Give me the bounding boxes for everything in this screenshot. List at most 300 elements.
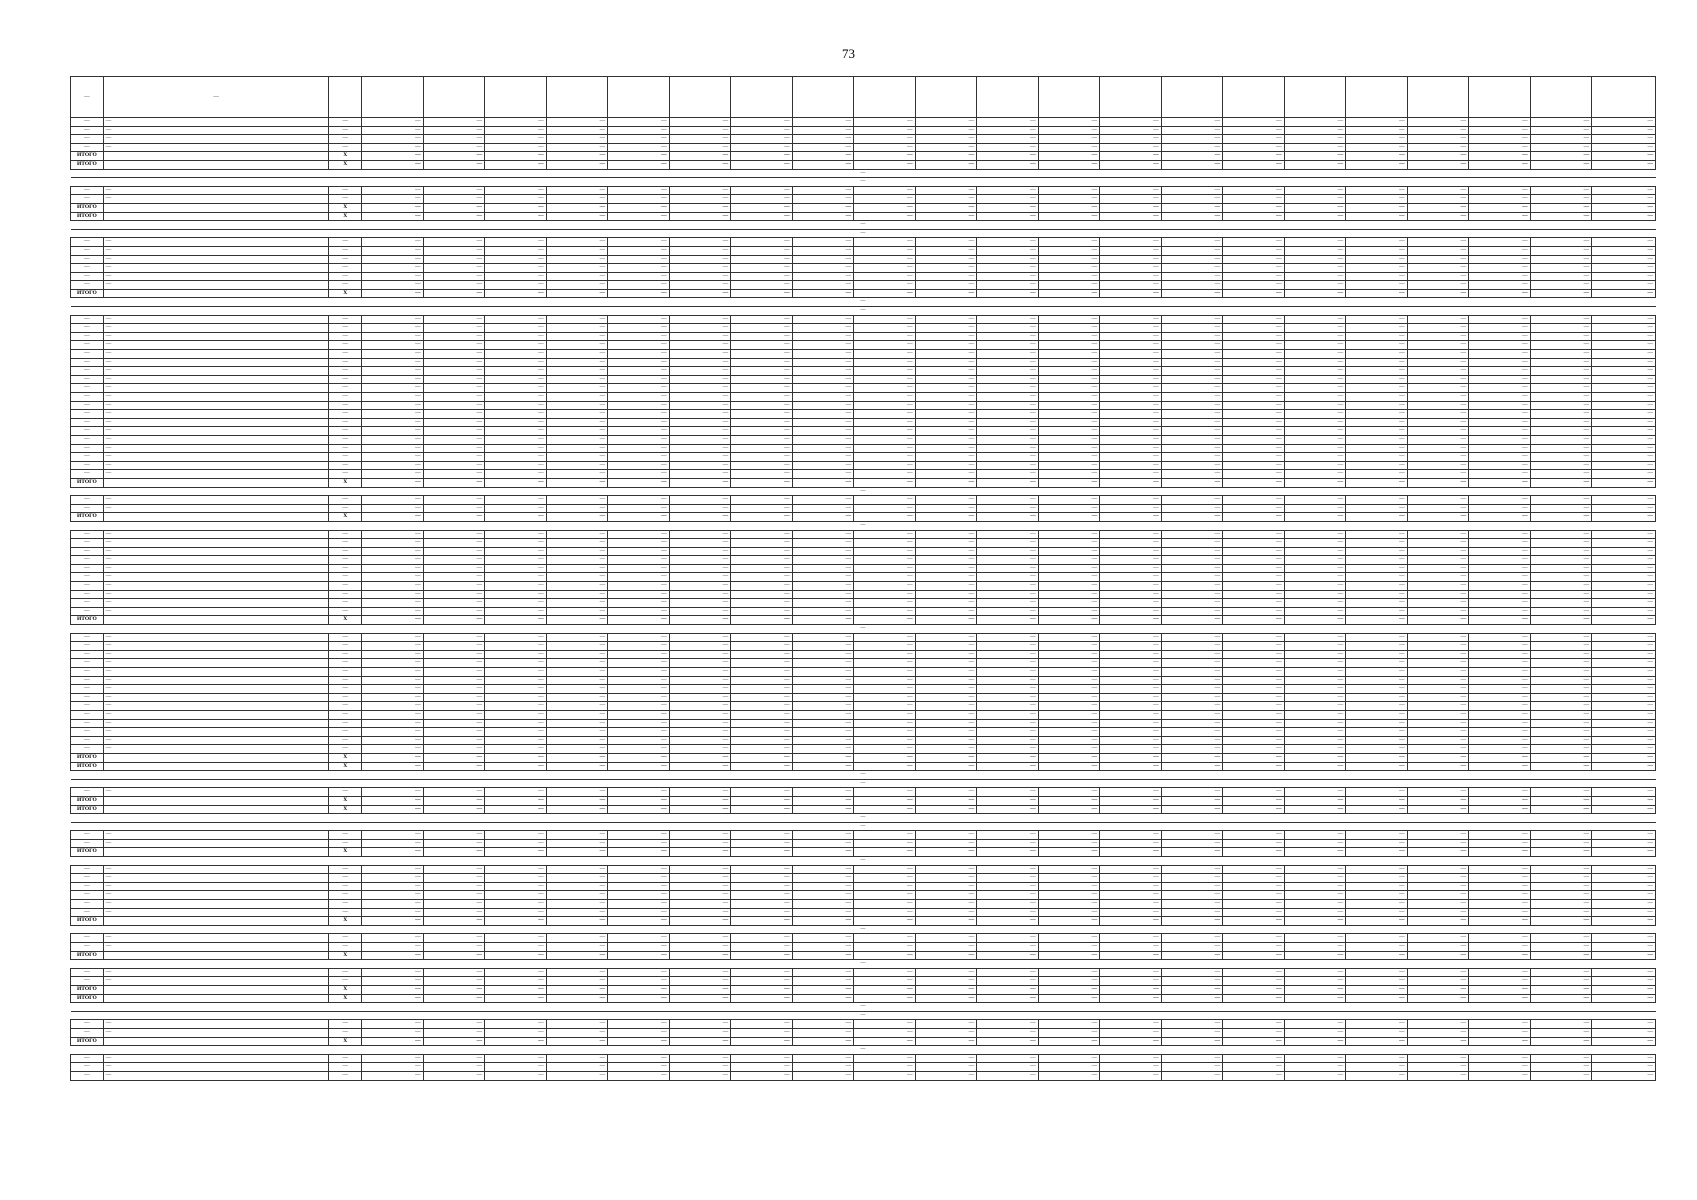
value-cell: —	[1284, 762, 1346, 771]
value-cell: —	[1284, 281, 1346, 290]
value-cell: —	[608, 788, 670, 797]
value-cell: —	[1161, 264, 1223, 273]
value-cell: —	[1100, 143, 1162, 152]
value-cell: —	[362, 736, 424, 745]
value-cell: —	[1284, 685, 1346, 694]
value-cell: —	[1592, 728, 1656, 737]
value-cell: —	[1346, 556, 1408, 565]
total-row	[71, 160, 1656, 169]
value-cell: —	[362, 118, 424, 127]
value-cell: —	[362, 943, 424, 952]
value-cell: —	[1284, 1028, 1346, 1037]
value-cell: —	[1592, 753, 1656, 762]
value-cell: —	[423, 650, 485, 659]
value-cell: —	[669, 195, 731, 204]
value-cell: —	[608, 590, 670, 599]
total-row	[71, 289, 1656, 298]
column-header	[329, 77, 362, 118]
value-cell: —	[669, 848, 731, 857]
value-cell: —	[792, 1037, 854, 1046]
value-cell: —	[1530, 805, 1592, 814]
value-cell: —	[731, 633, 793, 642]
value-cell: —	[792, 762, 854, 771]
value-cell: —	[1407, 1037, 1469, 1046]
value-cell: —	[329, 865, 362, 874]
value-cell: —	[608, 504, 670, 513]
value-cell: —	[329, 530, 362, 539]
column-header: —	[71, 77, 104, 118]
value-cell: —	[1530, 212, 1592, 221]
row-number-cell: ИТОГО	[71, 212, 104, 221]
value-cell: —	[1469, 564, 1531, 573]
address-cell: —	[103, 272, 329, 281]
value-cell: —	[1223, 367, 1285, 376]
table-row	[71, 556, 1656, 565]
value-cell: —	[1346, 865, 1408, 874]
value-cell: —	[1223, 246, 1285, 255]
table-row	[71, 573, 1656, 582]
row-number-cell: —	[71, 745, 104, 754]
value-cell: —	[423, 444, 485, 453]
value-cell: —	[1038, 977, 1100, 986]
value-cell: —	[1161, 418, 1223, 427]
value-cell: —	[1469, 685, 1531, 694]
value-cell: —	[792, 839, 854, 848]
value-cell: —	[669, 281, 731, 290]
value-cell: —	[1100, 418, 1162, 427]
value-cell: —	[1038, 650, 1100, 659]
value-cell: —	[915, 186, 977, 195]
value-cell: —	[731, 951, 793, 960]
value-cell: —	[329, 1020, 362, 1029]
value-cell: —	[1469, 736, 1531, 745]
value-cell: —	[546, 126, 608, 135]
value-cell: —	[1346, 1063, 1408, 1072]
value-cell: —	[1284, 427, 1346, 436]
value-cell: —	[362, 668, 424, 677]
value-cell: —	[977, 126, 1039, 135]
value-cell: —	[1346, 908, 1408, 917]
value-cell: —	[1038, 607, 1100, 616]
value-cell: —	[1223, 315, 1285, 324]
value-cell: —	[485, 865, 547, 874]
value-cell: —	[977, 659, 1039, 668]
value-cell: —	[1469, 401, 1531, 410]
value-cell: —	[423, 891, 485, 900]
table-row	[71, 341, 1656, 350]
value-cell: —	[1407, 504, 1469, 513]
value-cell: —	[731, 453, 793, 462]
value-cell: —	[546, 186, 608, 195]
value-cell: —	[329, 599, 362, 608]
value-cell: —	[608, 736, 670, 745]
value-cell: —	[977, 281, 1039, 290]
value-cell: —	[977, 908, 1039, 917]
value-cell: —	[1407, 160, 1469, 169]
value-cell: —	[608, 668, 670, 677]
value-cell: —	[854, 1028, 916, 1037]
value-cell: —	[854, 556, 916, 565]
value-cell: —	[915, 513, 977, 522]
value-cell: —	[915, 839, 977, 848]
value-cell: —	[608, 710, 670, 719]
value-cell: —	[1592, 444, 1656, 453]
value-cell: —	[608, 410, 670, 419]
value-cell: —	[854, 1020, 916, 1029]
value-cell: —	[1592, 650, 1656, 659]
table-row	[71, 668, 1656, 677]
value-cell: —	[854, 599, 916, 608]
value-cell: —	[1407, 943, 1469, 952]
value-cell: —	[1161, 427, 1223, 436]
value-cell: —	[1407, 788, 1469, 797]
value-cell: —	[1038, 496, 1100, 505]
value-cell: —	[792, 126, 854, 135]
value-cell: —	[854, 839, 916, 848]
value-cell: —	[1530, 350, 1592, 359]
value-cell: —	[1530, 504, 1592, 513]
section-heading: —	[71, 771, 1656, 780]
value-cell: —	[423, 564, 485, 573]
value-cell: —	[1223, 633, 1285, 642]
value-cell: —	[1223, 195, 1285, 204]
address-cell: —	[103, 693, 329, 702]
value-cell: —	[1100, 573, 1162, 582]
value-cell: —	[362, 195, 424, 204]
value-cell: —	[1530, 375, 1592, 384]
value-cell: —	[546, 496, 608, 505]
value-cell: —	[423, 762, 485, 771]
value-cell: —	[1038, 281, 1100, 290]
value-cell: —	[1530, 564, 1592, 573]
value-cell: —	[792, 633, 854, 642]
table-row	[71, 272, 1656, 281]
value-cell: —	[423, 143, 485, 152]
value-cell: —	[608, 968, 670, 977]
value-cell: —	[362, 547, 424, 556]
value-cell: —	[915, 556, 977, 565]
row-number-cell: —	[71, 255, 104, 264]
value-cell: —	[608, 435, 670, 444]
value-cell: —	[485, 564, 547, 573]
value-cell: —	[1530, 719, 1592, 728]
value-cell: —	[1223, 753, 1285, 762]
value-cell: —	[362, 719, 424, 728]
value-cell: —	[362, 1071, 424, 1080]
value-cell: —	[1223, 470, 1285, 479]
value-cell: —	[485, 599, 547, 608]
value-cell: —	[1469, 668, 1531, 677]
value-cell: —	[485, 427, 547, 436]
value-cell: —	[854, 264, 916, 273]
value-cell: —	[1223, 900, 1285, 909]
value-cell: —	[1038, 410, 1100, 419]
section-heading: —	[71, 221, 1656, 230]
value-cell: —	[1469, 315, 1531, 324]
value-cell: —	[669, 839, 731, 848]
value-cell: —	[1530, 530, 1592, 539]
value-cell: —	[1346, 547, 1408, 556]
value-cell: —	[1038, 118, 1100, 127]
value-cell: —	[362, 435, 424, 444]
value-cell: —	[1530, 1071, 1592, 1080]
value-cell: —	[423, 367, 485, 376]
value-cell: —	[854, 393, 916, 402]
value-cell: —	[854, 805, 916, 814]
value-cell: —	[423, 745, 485, 754]
value-cell: —	[731, 573, 793, 582]
value-cell: —	[1100, 272, 1162, 281]
value-cell: —	[915, 994, 977, 1003]
value-cell: —	[1469, 788, 1531, 797]
value-cell: —	[1346, 710, 1408, 719]
value-cell: —	[485, 126, 547, 135]
value-cell: —	[731, 324, 793, 333]
value-cell: —	[1407, 203, 1469, 212]
value-cell: —	[792, 264, 854, 273]
value-cell: —	[1038, 831, 1100, 840]
section-heading-row	[71, 229, 1656, 238]
value-cell: —	[546, 160, 608, 169]
value-cell: —	[329, 384, 362, 393]
value-cell: —	[1592, 195, 1656, 204]
row-number-cell: —	[71, 1020, 104, 1029]
value-cell: —	[1530, 427, 1592, 436]
value-cell: —	[731, 753, 793, 762]
value-cell: —	[1284, 203, 1346, 212]
value-cell: —	[1346, 582, 1408, 591]
section-heading-row	[71, 925, 1656, 934]
section-heading: —	[71, 1003, 1656, 1012]
value-cell: —	[1469, 118, 1531, 127]
value-cell: —	[915, 453, 977, 462]
value-cell: —	[1592, 530, 1656, 539]
value-cell: —	[608, 358, 670, 367]
value-cell: —	[1592, 264, 1656, 273]
value-cell: —	[731, 659, 793, 668]
value-cell: —	[1284, 375, 1346, 384]
value-cell: —	[1469, 839, 1531, 848]
value-cell: —	[423, 126, 485, 135]
value-cell: —	[731, 118, 793, 127]
value-cell: —	[915, 796, 977, 805]
address-cell: —	[103, 1020, 329, 1029]
value-cell: —	[854, 203, 916, 212]
value-cell: —	[1223, 427, 1285, 436]
value-cell: —	[485, 633, 547, 642]
value-cell: —	[1284, 530, 1346, 539]
value-cell: —	[1407, 762, 1469, 771]
value-cell: —	[669, 118, 731, 127]
value-cell: —	[546, 908, 608, 917]
value-cell: —	[669, 135, 731, 144]
value-cell: —	[977, 865, 1039, 874]
value-cell: —	[546, 350, 608, 359]
value-cell: —	[792, 668, 854, 677]
value-cell: —	[485, 152, 547, 161]
value-cell: —	[915, 874, 977, 883]
value-cell: —	[731, 427, 793, 436]
value-cell: —	[608, 384, 670, 393]
value-cell: —	[1407, 478, 1469, 487]
value-cell: —	[608, 212, 670, 221]
value-cell: —	[362, 728, 424, 737]
value-cell: —	[1100, 315, 1162, 324]
value-cell: —	[423, 1071, 485, 1080]
value-cell: —	[546, 968, 608, 977]
table-row	[71, 246, 1656, 255]
value-cell: —	[1346, 1071, 1408, 1080]
value-cell: —	[1407, 496, 1469, 505]
value-cell: —	[1407, 513, 1469, 522]
value-cell: —	[1346, 968, 1408, 977]
value-cell: —	[362, 1054, 424, 1063]
value-cell: —	[485, 908, 547, 917]
value-cell: —	[329, 410, 362, 419]
total-row	[71, 985, 1656, 994]
value-cell: —	[362, 264, 424, 273]
address-cell	[103, 805, 329, 814]
table-row	[71, 564, 1656, 573]
value-cell: —	[329, 375, 362, 384]
value-cell: —	[1038, 676, 1100, 685]
value-cell: —	[915, 1063, 977, 1072]
value-cell: —	[915, 582, 977, 591]
value-cell: —	[1592, 968, 1656, 977]
value-cell: —	[1038, 126, 1100, 135]
value-cell: —	[1161, 650, 1223, 659]
value-cell: —	[1223, 1054, 1285, 1063]
value-cell: —	[1161, 324, 1223, 333]
value-cell: —	[362, 882, 424, 891]
value-cell: —	[854, 1037, 916, 1046]
value-cell: —	[1592, 324, 1656, 333]
value-cell: —	[1223, 891, 1285, 900]
value-cell: —	[1100, 367, 1162, 376]
value-cell: —	[1161, 573, 1223, 582]
value-cell: —	[1530, 891, 1592, 900]
value-cell: —	[1592, 410, 1656, 419]
value-cell: —	[1223, 693, 1285, 702]
value-cell: —	[1530, 590, 1592, 599]
value-cell: —	[731, 917, 793, 926]
value-cell: —	[1407, 152, 1469, 161]
value-cell: —	[329, 1028, 362, 1037]
value-cell: —	[792, 530, 854, 539]
value-cell: —	[1469, 255, 1531, 264]
value-cell: —	[977, 272, 1039, 281]
value-cell: —	[1469, 616, 1531, 625]
value-cell: —	[1469, 1037, 1531, 1046]
value-cell: —	[977, 668, 1039, 677]
value-cell: —	[1592, 573, 1656, 582]
value-cell: —	[854, 745, 916, 754]
value-cell: —	[669, 470, 731, 479]
value-cell: —	[485, 650, 547, 659]
value-cell: —	[1530, 160, 1592, 169]
value-cell: —	[608, 367, 670, 376]
address-cell: —	[103, 238, 329, 247]
value-cell: —	[1038, 762, 1100, 771]
value-cell: —	[1038, 427, 1100, 436]
value-cell: —	[1407, 685, 1469, 694]
value-cell: —	[1407, 633, 1469, 642]
address-cell: —	[103, 384, 329, 393]
value-cell: —	[362, 255, 424, 264]
row-number-cell: —	[71, 736, 104, 745]
row-number-cell: —	[71, 143, 104, 152]
value-cell: —	[1284, 401, 1346, 410]
value-cell: —	[485, 917, 547, 926]
value-cell: —	[1346, 994, 1408, 1003]
value-cell: X	[329, 478, 362, 487]
value-cell: —	[792, 478, 854, 487]
value-cell: —	[329, 882, 362, 891]
value-cell: —	[485, 556, 547, 565]
register-table	[70, 76, 1656, 1081]
value-cell: —	[329, 427, 362, 436]
row-number-cell: —	[71, 573, 104, 582]
address-cell	[103, 478, 329, 487]
value-cell: —	[485, 513, 547, 522]
value-cell: —	[1592, 418, 1656, 427]
value-cell: —	[915, 272, 977, 281]
value-cell: —	[329, 461, 362, 470]
value-cell: —	[915, 685, 977, 694]
address-cell: —	[103, 977, 329, 986]
value-cell: —	[731, 195, 793, 204]
value-cell: —	[423, 547, 485, 556]
value-cell: —	[731, 891, 793, 900]
value-cell: —	[915, 427, 977, 436]
address-cell: —	[103, 418, 329, 427]
row-number-cell: —	[71, 1054, 104, 1063]
value-cell: —	[731, 435, 793, 444]
value-cell: —	[1223, 1020, 1285, 1029]
value-cell: —	[1100, 539, 1162, 548]
value-cell: —	[1592, 977, 1656, 986]
value-cell: —	[1592, 607, 1656, 616]
value-cell: —	[1407, 668, 1469, 677]
value-cell: —	[1592, 255, 1656, 264]
value-cell: —	[915, 590, 977, 599]
value-cell: —	[1346, 470, 1408, 479]
value-cell: —	[546, 289, 608, 298]
address-cell: —	[103, 582, 329, 591]
value-cell: —	[1223, 358, 1285, 367]
value-cell: —	[669, 753, 731, 762]
section-heading-row	[71, 307, 1656, 316]
value-cell: —	[731, 513, 793, 522]
value-cell: —	[1284, 728, 1346, 737]
value-cell: —	[1100, 599, 1162, 608]
value-cell: X	[329, 616, 362, 625]
value-cell: —	[608, 1037, 670, 1046]
value-cell: —	[1284, 573, 1346, 582]
value-cell: —	[1530, 642, 1592, 651]
value-cell: —	[362, 418, 424, 427]
value-cell: —	[977, 255, 1039, 264]
row-number-cell: —	[71, 934, 104, 943]
value-cell: —	[669, 547, 731, 556]
value-cell: —	[731, 676, 793, 685]
value-cell: —	[1530, 341, 1592, 350]
value-cell: —	[608, 461, 670, 470]
value-cell: —	[669, 126, 731, 135]
value-cell: —	[977, 478, 1039, 487]
value-cell: —	[546, 917, 608, 926]
value-cell: —	[1284, 1037, 1346, 1046]
